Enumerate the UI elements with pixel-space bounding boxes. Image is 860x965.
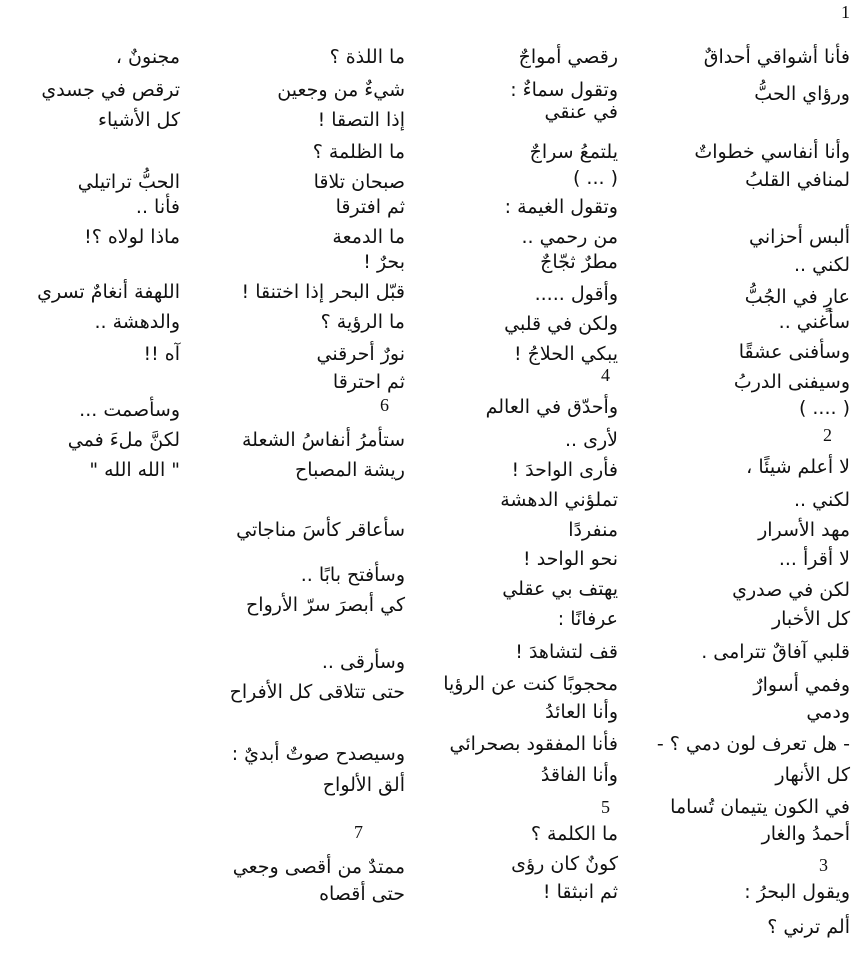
poem-line: اللهفة أنغامٌ تسري [37,281,180,303]
poem-line: تملؤني الدهشة [500,489,618,511]
poem-line: لأرى .. [564,429,618,451]
poem-line: فأرى الواحدَ ! [511,459,618,481]
poem-line: فأنا أشواقي أحداقٌ [703,46,850,68]
poem-line: الحبُّ تراتيلي [77,171,180,193]
poem-line: لكن في صدري [732,579,850,601]
poem-line: فأنا المفقود بصحرائي [449,733,618,755]
poem-line: مجنونٌ ، [115,46,180,68]
poem-line: وسأفتح بابًا .. [300,564,405,586]
poem-line: ثم افترقا [335,196,405,218]
poem-line: كل الأخبار [771,608,850,630]
poem-line: شيءٌ من وجعين [277,79,405,101]
poem-line: والدهشة .. [94,311,180,333]
stanza-number: 3 [819,855,828,875]
poem-line: ثم انبثقا ! [542,881,618,903]
poem-line: ألق الألواح [322,774,405,796]
poem-line: - هل تعرف لون دمي ؟ - [656,733,850,755]
poem-line: يبكي الحلاجُ ! [514,343,618,365]
poem-line: قبّل البحر إذا اختنقا ! [241,281,405,303]
poem-line: ترقص في جسدي [41,79,180,101]
poem-line: لكنَّ ملءَ فمي [67,429,180,451]
poem-line: ما الرؤية ؟ [320,311,405,333]
poem-line: سأعاقر كأسَ مناجاتي [236,519,405,541]
poem-line: في الكون يتيمان تُساما [670,796,850,818]
poem-line: عارٍ في الجُبُّ [744,286,850,308]
poem-line: آه !! [143,343,180,365]
poem-line: ودمي [806,701,850,723]
poem-line: لا أعلم شيئًا ، [746,456,850,478]
poem-line: ورؤاي الحبُّ [754,83,850,105]
poem-line: وأنا العائدُ [545,701,618,723]
stanza-number: 7 [354,822,363,842]
poem-line: يلتمعُ سراجٌ [529,141,618,163]
poem-line: وأقول ..... [534,283,618,305]
poem-line: وسأرقى .. [321,651,405,673]
poem-line: وأحدّق في العالم [485,396,618,418]
poem-line: ( ... ) [572,167,618,189]
poem-line: لمنافي القلبُ [745,169,850,191]
poem-line: ألم ترني ؟ [767,916,850,938]
poem-line: ما اللذة ؟ [329,46,405,68]
poem-line: كونٌ كان رؤى [511,853,618,875]
poem-line: ريشة المصباح [295,459,405,481]
poem-line: ولكن في قلبي [504,313,618,335]
poem-line: كي أبصرَ سرّ الأرواح [246,594,405,616]
poem-line: إذا التصقا ! [317,109,405,131]
stanza-number: 6 [380,395,389,415]
poem-line: بحرٌ ! [363,251,405,273]
poem-line: أحمدُ والغار [761,823,850,845]
poem-line: من رحمي .. [521,226,618,248]
poem-line: فأنا .. [135,196,180,218]
poem-line: عرفانًا : [557,608,618,630]
stanza-number: 4 [601,365,610,385]
poem-line: صبحان تلاقا [313,171,405,193]
poem-line: لا أقرأ ... [778,548,850,570]
poem-line: ويقول البحرُ : [744,881,850,903]
poem-line: ممتدٌ من أقصى وجعي [232,856,405,878]
poem-line: قلبي آفاقٌ تترامى . [701,641,850,663]
poem-line: سأغني .. [778,311,850,333]
poem-line: قف لتشاهدَ ! [515,641,618,663]
poem-line: ما الدمعة [332,226,405,248]
poem-line: نورٌ أحرقني [316,343,405,365]
stanza-number: 1 [841,2,850,22]
poem-line: ثم احترقا [332,371,405,393]
poem-line: ( .... ) [798,397,850,419]
poem-line: ماذا لولاه ؟! [84,226,180,248]
poem-line: ألبس أحزاني [749,226,850,248]
poem-line: في عنقي [544,101,618,123]
poem-line: رقصي أمواجٌ [518,46,618,68]
poem-line: ما الظلمة ؟ [312,141,405,163]
poem-line: وأنا الفاقدُ [540,764,618,786]
poem-line: مهد الأسرار [758,519,850,541]
stanza-number: 2 [823,425,832,445]
stanza-number: 5 [601,797,610,817]
poem-line: وسيصدح صوتٌ أبديٌ : [231,743,405,765]
poem-line: " الله الله " [89,459,180,481]
poem-line: كل الأشياء [98,109,180,131]
poem-line: لكني .. [794,254,850,276]
poem-line: يهتف بي عقلي [502,578,618,600]
poem-line: محجوبًا كنت عن الرؤيا [443,673,618,695]
poem-line: ستأمرُ أنفاسُ الشعلة [241,429,405,451]
poem-line: وتقول الغيمة : [504,196,618,218]
poem-line: منفردًا [568,519,618,541]
poem-line: حتى أقصاه [319,883,405,905]
poem-line: حتى تتلاقى كل الأفراح [229,681,405,703]
poem-line: ما الكلمة ؟ [530,823,618,845]
poem-line: لكني .. [794,489,850,511]
poem-line: وتقول سماءٌ : [510,79,618,101]
poem-line: وسأفنى عشقًا [738,341,850,363]
poem-line: نحو الواحد ! [523,548,618,570]
poem-line: وفمي أسوارٌ [753,674,850,696]
poem-line: وأنا أنفاسي خطواتٌ [694,141,850,163]
poem-line: كل الأنهار [775,764,850,786]
poem-line: مطرٌ ثجّاجٌ [540,251,618,273]
poem-line: وسأصمت ... [79,399,180,421]
poem-line: وسيفنى الدربُ [733,371,850,393]
